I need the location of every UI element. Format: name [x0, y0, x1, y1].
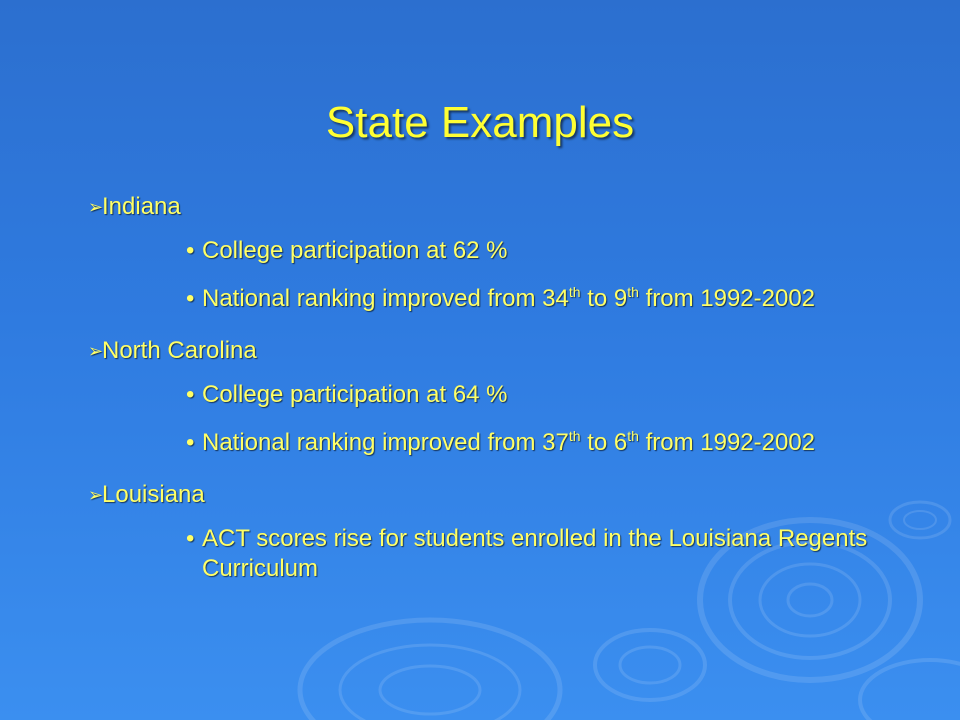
bullet-item: [186, 380, 928, 410]
bullet-text: to 6: [580, 429, 628, 456]
bullet-text: to 9: [580, 285, 628, 312]
bullet-text: ACT scores rise for students enrolled in the Louisiana Regents Curriculum: [202, 525, 868, 582]
ordinal-suffix: th: [568, 284, 581, 300]
state-list: [88, 188, 928, 602]
ordinal-suffix: th: [627, 284, 639, 300]
bullet-item: [186, 236, 928, 266]
bullet-text: National ranking improved from 34: [202, 285, 569, 312]
bullet-dot-icon: •: [186, 237, 195, 264]
arrow-bullet-icon: ➢: [88, 341, 104, 361]
bullet-text: from 1992-2002: [638, 285, 816, 312]
bullet-text: College participation at 64 %: [202, 381, 508, 408]
state-name: North Carolina: [102, 337, 257, 364]
bullet-text: College participation at 62 %: [202, 237, 508, 264]
bullet-text: from 1992-2002: [638, 429, 816, 456]
bullet-item: [186, 428, 928, 458]
state-name: Indiana: [102, 193, 181, 220]
bullet-dot-icon: •: [186, 381, 195, 408]
bullet-item: [186, 524, 928, 584]
bullet-dot-icon: •: [186, 429, 195, 456]
arrow-bullet-icon: ➢: [88, 197, 104, 217]
slide-title: State Examples: [325, 98, 635, 147]
state-heading: [88, 476, 928, 514]
state-heading: [88, 332, 928, 370]
bullet-dot-icon: •: [186, 285, 195, 312]
ordinal-suffix: th: [627, 428, 639, 444]
state-name: Louisiana: [102, 481, 205, 508]
ordinal-suffix: th: [568, 428, 581, 444]
state-heading: [88, 188, 928, 226]
bullet-text: National ranking improved from 37: [202, 429, 569, 456]
bullet-item: [186, 284, 928, 314]
bullet-dot-icon: •: [186, 525, 195, 552]
arrow-bullet-icon: ➢: [88, 485, 104, 505]
